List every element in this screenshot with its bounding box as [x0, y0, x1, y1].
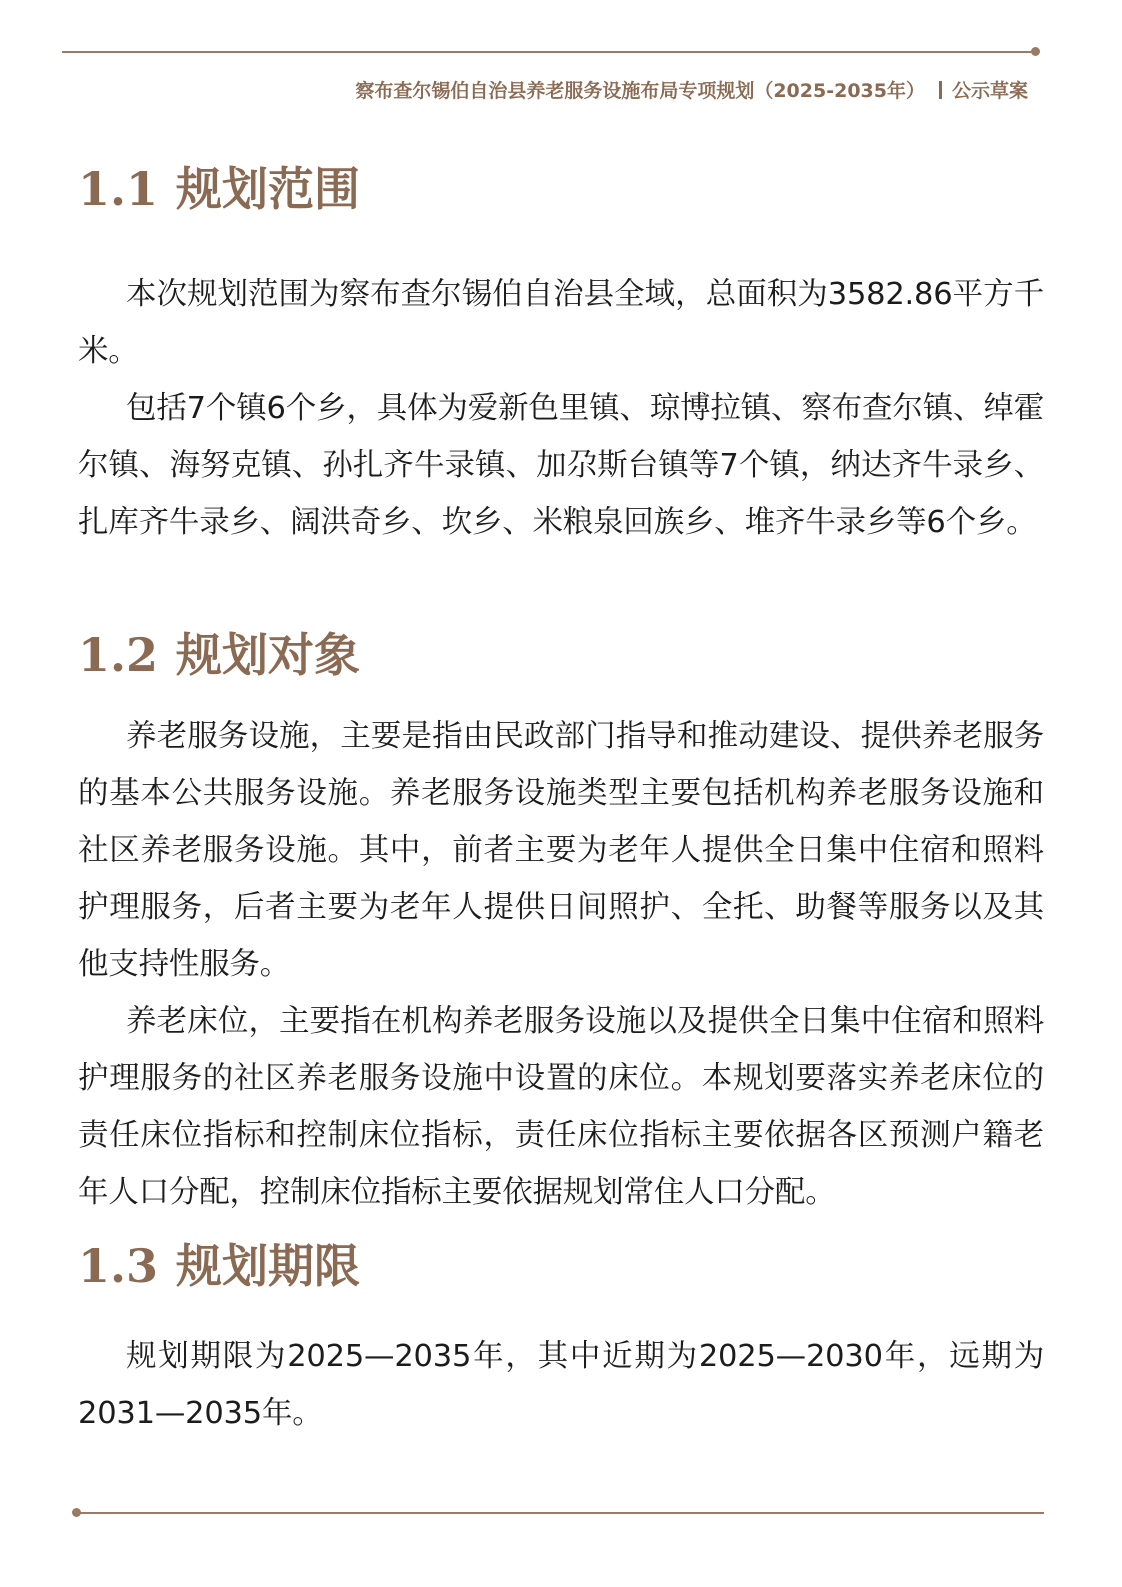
section-heading-1-2 — [78, 628, 361, 682]
section-heading-1-3 — [78, 1239, 361, 1293]
paragraph: 养老床位，主要指在机构养老服务设施以及提供全日集中住宿和照料护理服务的社区养老服务设施中设置的床位。本规划要落实养老床位的责任床位指标和控制床位指标，责任床位指标主要依据各区预测户籍老年人口分配，控制床位指标主要依据规划常住人口分配。 — [78, 1004, 1044, 1210]
section-number: 1.1 — [78, 162, 159, 216]
document-status-tag: 公示草案 — [951, 80, 1028, 102]
header-rule — [62, 51, 1034, 53]
header-separator — [939, 81, 942, 99]
section-title: 规划期限 — [176, 1239, 361, 1293]
document-title: 察布查尔锡伯自治县养老服务设施布局专项规划（2025-2035年） — [355, 80, 925, 102]
section-body-1-2 — [78, 708, 1044, 1221]
section-body-1-1 — [78, 266, 1044, 551]
section-body-1-3 — [78, 1328, 1044, 1442]
paragraph: 本次规划范围为察布查尔锡伯自治县全域，总面积为3582.86平方千米。 — [78, 277, 1044, 369]
header-rule-dot — [1031, 47, 1040, 56]
section-number: 1.2 — [78, 628, 159, 682]
section-heading-1-1 — [78, 162, 361, 216]
section-title: 规划对象 — [176, 628, 361, 682]
footer-rule-dot — [72, 1508, 81, 1517]
paragraph: 养老服务设施，主要是指由民政部门指导和推动建设、提供养老服务的基本公共服务设施。养老服务设施类型主要包括机构养老服务设施和社区养老服务设施。其中，前者主要为老年人提供全日集中住宿和照料护理服务，后者主要为老年人提供日间照护、全托、助餐等服务以及其他支持性服务。 — [78, 719, 1044, 982]
footer-rule — [78, 1512, 1044, 1514]
paragraph: 规划期限为2025—2035年，其中近期为2025—2030年，远期为2031—2035年。 — [78, 1339, 1044, 1431]
section-title: 规划范围 — [176, 162, 361, 216]
running-header — [355, 76, 1028, 103]
section-number: 1.3 — [78, 1239, 159, 1293]
paragraph: 包括7个镇6个乡，具体为爱新色里镇、琼博拉镇、察布查尔镇、绰霍尔镇、海努克镇、孙扎齐牛录镇、加尕斯台镇等7个镇，纳达齐牛录乡、扎库齐牛录乡、阔洪奇乡、坎乡、米粮泉回族乡、堆齐牛录乡等6个乡。 — [78, 391, 1044, 540]
